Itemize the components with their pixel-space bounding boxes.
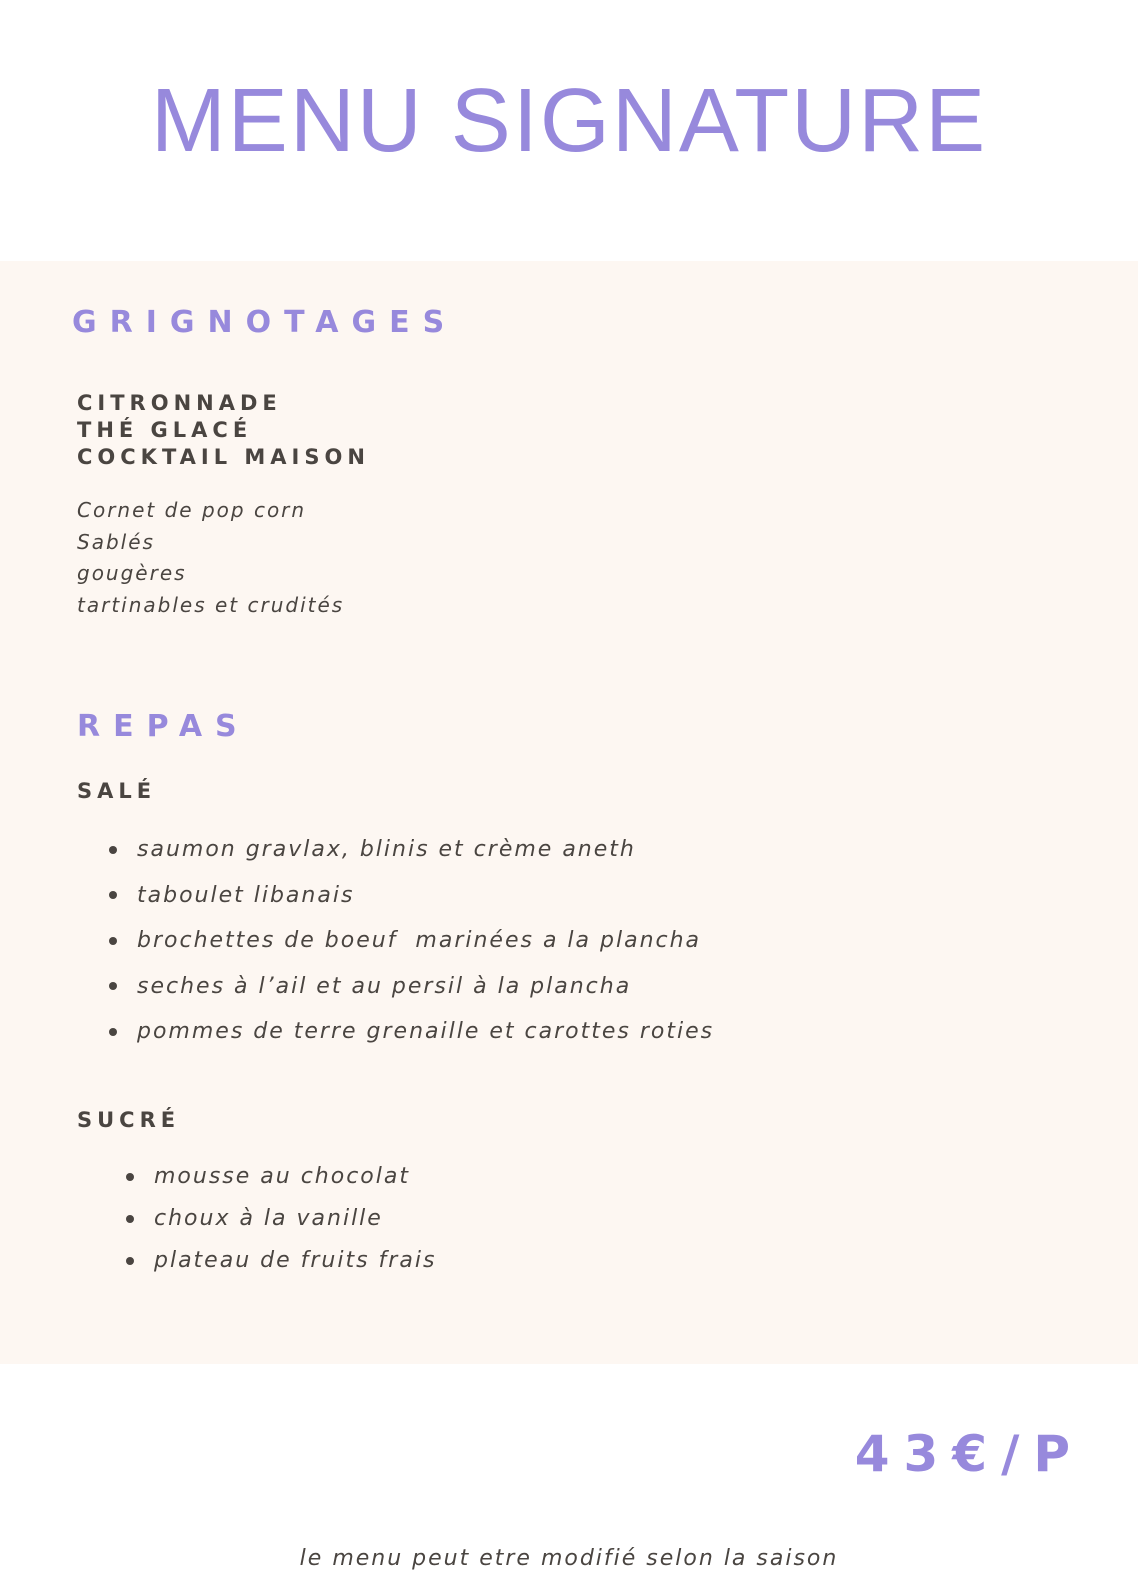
bullet-icon	[109, 1028, 117, 1036]
list-item-label: mousse au chocolat	[154, 1164, 410, 1189]
footnote: le menu peut etre modifié selon la saison	[299, 1546, 839, 1571]
sucre-list	[126, 1156, 436, 1282]
page-title: MENU SIGNATURE	[150, 71, 988, 171]
list-item-label: taboulet libanais	[137, 882, 355, 908]
subsection-title-sale: SALÉ	[77, 779, 157, 803]
price: 43€/P	[854, 1425, 1084, 1483]
subsection-title-sucre: SUCRÉ	[77, 1108, 181, 1132]
sale-list	[109, 827, 714, 1055]
list-item-label: brochettes de boeuf marinées a la plancha	[137, 928, 702, 953]
bullet-icon	[109, 891, 117, 899]
list-item-label: saumon gravlax, blinis et crème aneth	[137, 837, 636, 862]
list-item	[126, 1198, 436, 1240]
drink-item: THÉ GLACÉ	[77, 418, 253, 442]
snack-item: Sablés	[77, 529, 155, 554]
snacks-list	[77, 495, 344, 621]
bullet-icon	[109, 982, 117, 990]
drinks-list	[77, 390, 370, 471]
bullet-icon	[126, 1173, 134, 1181]
section-title-grignotages: GRIGNOTAGES	[72, 305, 458, 340]
bullet-icon	[109, 937, 117, 945]
snack-item: Cornet de pop corn	[77, 498, 307, 522]
list-item-label: seches à l’ail et au persil à la plancha	[137, 973, 632, 999]
list-item	[126, 1156, 436, 1198]
list-item	[109, 827, 714, 873]
list-item-label: pommes de terre grenaille et carottes roties	[137, 1019, 715, 1044]
drink-item: COCKTAIL MAISON	[77, 445, 370, 469]
list-item	[109, 1009, 714, 1055]
bullet-icon	[126, 1215, 134, 1223]
snack-item: gougères	[77, 561, 187, 585]
list-item	[109, 918, 714, 964]
list-item-label: plateau de fruits frais	[154, 1248, 437, 1273]
snack-item: tartinables et crudités	[77, 592, 345, 617]
drink-item: CITRONNADE	[77, 391, 282, 415]
bullet-icon	[126, 1257, 134, 1265]
menu-panel	[0, 261, 1138, 1364]
list-item	[126, 1240, 436, 1282]
list-item	[109, 873, 714, 919]
bullet-icon	[109, 846, 117, 854]
list-item-label: choux à la vanille	[154, 1206, 383, 1231]
section-title-repas: REPAS	[77, 709, 250, 744]
list-item	[109, 964, 714, 1010]
